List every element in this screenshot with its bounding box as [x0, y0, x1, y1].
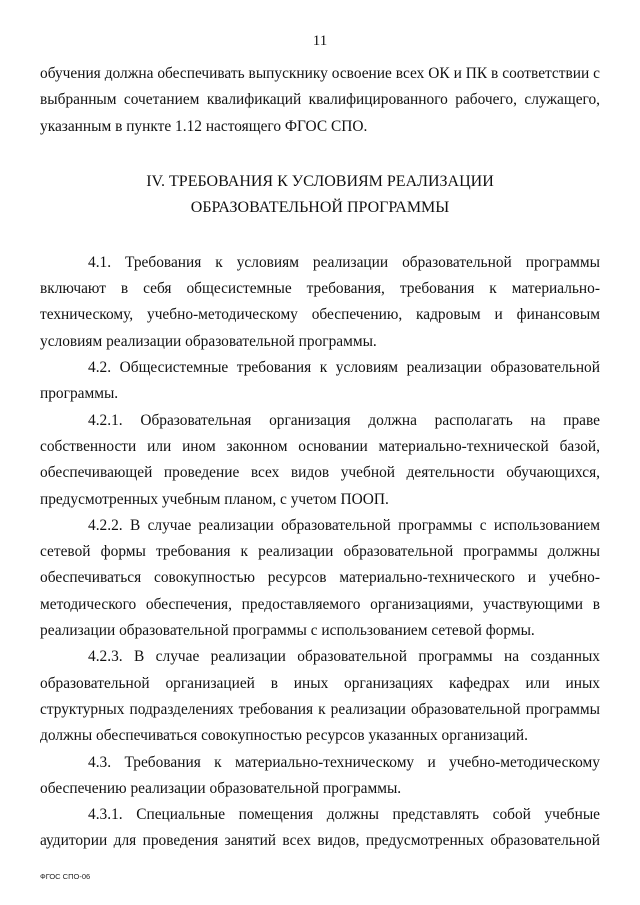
section-heading-line-1: IV. ТРЕБОВАНИЯ К УСЛОВИЯМ РЕАЛИЗАЦИИ — [146, 172, 494, 190]
paragraph-4-2-1: 4.2.1. Образовательная организация должна располагать на праве собственности или ином законном основании материально-технической базой, обеспечивающей проведение всех видов учебной деятельности обучающихся, предусмотренных учебным планом, с учетом ПООП. — [40, 411, 600, 508]
paragraph-4-1: 4.1. Требования к условиям реализации образовательной программы включают в себя общесистемные требования, требования к материально-техническому, учебно-методическому обеспечению, кадровым и финансовым условиям реализации образовательной программы. — [40, 253, 600, 350]
page-number: 11 — [312, 33, 328, 49]
section-heading-line-2: ОБРАЗОВАТЕЛЬНОЙ ПРОГРАММЫ — [190, 198, 450, 216]
document-body — [40, 61, 600, 855]
document-footer: ФГОС СПО-06 — [40, 872, 91, 881]
paragraph-4-3-1: 4.3.1. Специальные помещения должны представлять собой учебные аудитории для проведения занятий всех видов, предусмотренных образовательной — [40, 806, 600, 850]
paragraph-4-2-2: 4.2.2. В случае реализации образовательной программы с использованием сетевой формы требования к реализации образовательной программы должны обеспечиваться совокупностью ресурсов материально-технического и учебно-методического обеспечения, предоставляемого организациями, участвующими в реализации образовательной программы с использованием сетевой формы. — [40, 516, 600, 640]
paragraph-4-3: 4.3. Требования к материально-техническому и учебно-методическому обеспечению реализации образовательной программы. — [40, 753, 600, 797]
section-heading — [40, 140, 600, 250]
paragraph-4-2-3: 4.2.3. В случае реализации образовательной программы на созданных образовательной организацией в иных организациях кафедрах или иных структурных подразделениях требования к реализации образовательной программы должны обеспечиваться совокупностью ресурсов указанных организаций. — [40, 648, 600, 745]
paragraph-continuation: обучения должна обеспечивать выпускнику освоение всех ОК и ПК в соответствии с выбранным сочетанием квалификаций квалифицированного рабочего, служащего, указанным в пункте 1.12 настоящего ФГОС СПО. — [40, 65, 600, 135]
paragraph-4-2: 4.2. Общесистемные требования к условиям реализации образовательной программы. — [40, 359, 600, 403]
